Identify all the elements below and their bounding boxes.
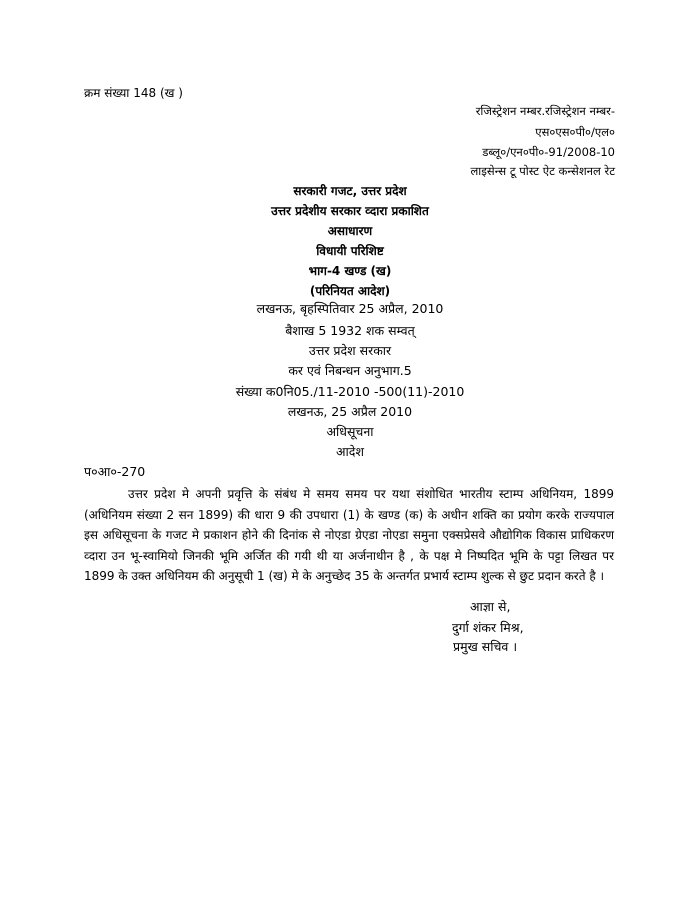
published-by: उत्तर प्रदेशीय सरकार व्दारा प्रकाशित — [271, 204, 429, 218]
pa-number: प०आ०-270 — [84, 464, 146, 479]
signatory-designation: प्रमुख सचिव । — [453, 639, 518, 654]
gazette-title: सरकारी गजट, उत्तर प्रदेश — [293, 184, 407, 198]
order-number: संख्या क0नि05./11-2010 -500(11)-2010 — [235, 384, 465, 399]
government-name: उत्तर प्रदेश सरकार — [308, 343, 392, 358]
registration-line-2: एस०एस०पी०/एल० — [535, 125, 615, 139]
notification-heading: अधिसूचना — [326, 424, 374, 439]
order-heading: आदेश — [336, 444, 364, 459]
shaka-date-line: बैशाख 5 1932 शक सम्वत् — [285, 323, 415, 338]
supplement-label: विधायी परिशिष्ट — [316, 244, 384, 258]
order-type-label: (परिनियत आदेश) — [309, 284, 391, 298]
registration-line-4: लाइसेन्स टू पोस्ट ऐट कन्सेशनल रेट — [470, 164, 615, 178]
registration-line-1: रजिस्ट्रेशन नम्बर.रजिस्ट्रेशन नम्बर- — [475, 104, 615, 118]
section-name: कर एवं निबन्धन अनुभाग.5 — [288, 363, 412, 378]
part-label: भाग-4 खण्ड (ख) — [308, 264, 392, 278]
serial-number: क्रम संख्या 148 (ख ) — [84, 86, 183, 100]
signatory-name: दुर्गा शंकर मिश्र, — [452, 620, 524, 635]
signature-by-order: आज्ञा से, — [470, 599, 511, 614]
order-body-paragraph: उत्तर प्रदेश मे अपनी प्रवृत्ति के संबंध मे समय समय पर यथा संशोधित भारतीय स्टाम्प अधिनियम, 1899 (अधिनियम संख्या 2 सन 1899) की धारा 9 की उपधारा (1) के खण्ड (क) के अधीन शक्ति का प्रयोग करके राज्यपाल इस अधिसूचना के गजट मे प्रकाशन होने की दिनांक से नोएडा ग्रेएडा नोएडा समुना एक्सप्रेसवे औद्योगिक विकास प्राधिकरण व्दारा उन भू-स्वामियो जिनकी भूमि अर्जित की गयी थी या अर्जनाधीन है , के पक्ष मे निष्पदित भूमि के पट्टा लिखत पर 1899 के उक्त अधिनियम की अनुसूची 1 (ख) मे के अनुच्छेद 35 के अन्तर्गत प्रभार्य स्टाम्प शुल्क से छुट प्रदान करते है । — [84, 487, 614, 583]
extraordinary-label: असाधारण — [327, 224, 373, 238]
issue-date: लखनऊ, 25 अप्रैल 2010 — [287, 404, 413, 419]
date-line: लखनऊ, बृहस्पितिवार 25 अप्रैल, 2010 — [256, 301, 444, 316]
registration-line-3: डब्लू०/एन०पी०-91/2008-10 — [482, 145, 615, 159]
